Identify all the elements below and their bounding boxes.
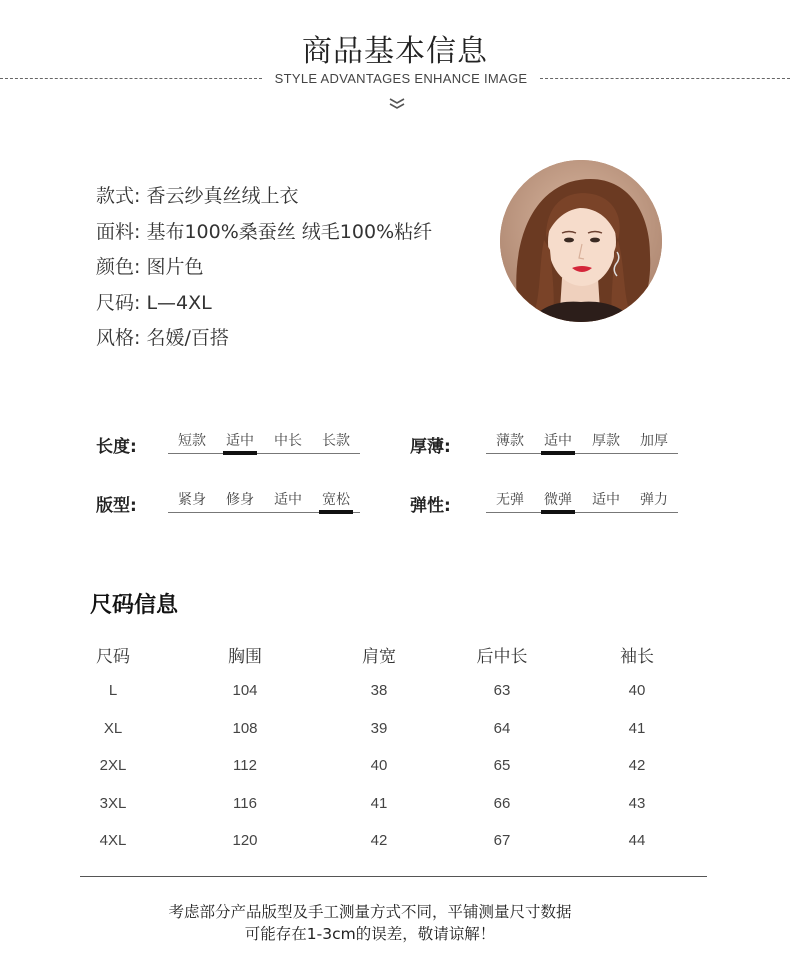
product-info-list bbox=[96, 181, 432, 359]
table-header-cell: 肩宽 bbox=[362, 647, 396, 667]
table-cell: 67 bbox=[493, 832, 511, 849]
attr-option: 厚款 bbox=[592, 433, 620, 449]
subtitle-divider-right bbox=[540, 78, 790, 79]
table-header-cell: 尺码 bbox=[96, 647, 130, 667]
attr-option: 短款 bbox=[178, 433, 206, 449]
info-key: 颜色: bbox=[96, 256, 141, 278]
attr-option: 适中 bbox=[544, 433, 572, 449]
attr-scale-thickness bbox=[486, 430, 678, 454]
attr-label-fit: 版型: bbox=[96, 496, 137, 516]
table-cell: 43 bbox=[628, 795, 646, 812]
table-cell: 44 bbox=[628, 832, 646, 849]
info-row-size bbox=[96, 288, 432, 324]
table-cell: 4XL bbox=[99, 832, 127, 849]
table-cell: 3XL bbox=[99, 795, 127, 812]
measurement-note-line1: 考虑部分产品版型及手工测量方式不同，平铺测量尺寸数据 bbox=[168, 903, 572, 921]
table-cell: XL bbox=[103, 720, 123, 737]
subtitle-divider-left bbox=[0, 78, 262, 79]
info-key: 风格: bbox=[96, 327, 141, 349]
info-row-fabric bbox=[96, 217, 432, 253]
attr-option: 加厚 bbox=[640, 433, 668, 449]
info-value: 名媛/百搭 bbox=[146, 327, 229, 349]
table-header-cell: 袖长 bbox=[620, 647, 654, 667]
table-cell: 65 bbox=[493, 757, 511, 774]
page-title: 商品基本信息 bbox=[302, 34, 488, 69]
attr-option: 弹力 bbox=[640, 492, 668, 508]
info-value: 图片色 bbox=[146, 256, 204, 278]
attr-option: 紧身 bbox=[178, 492, 206, 508]
table-cell: 112 bbox=[233, 757, 257, 774]
attr-option: 无弹 bbox=[496, 492, 524, 508]
table-cell: 41 bbox=[628, 720, 646, 737]
table-cell: 2XL bbox=[99, 757, 127, 774]
model-portrait bbox=[500, 160, 662, 322]
attr-option: 修身 bbox=[226, 492, 254, 508]
table-header-cell: 后中长 bbox=[476, 647, 528, 667]
table-cell: 40 bbox=[370, 757, 388, 774]
attr-scale-length bbox=[168, 430, 360, 454]
double-chevron-down-icon bbox=[388, 97, 406, 111]
info-row-style bbox=[96, 181, 432, 217]
attr-scale-fit bbox=[168, 489, 360, 513]
info-value: L—4XL bbox=[146, 291, 212, 314]
attr-option: 适中 bbox=[592, 492, 620, 508]
attr-selected-marker bbox=[541, 451, 575, 455]
attr-option: 适中 bbox=[226, 433, 254, 449]
table-cell: 63 bbox=[493, 682, 511, 699]
attr-selected-marker bbox=[223, 451, 257, 455]
table-cell: 40 bbox=[628, 682, 646, 699]
table-cell: 64 bbox=[493, 720, 511, 737]
table-cell: 66 bbox=[493, 795, 511, 812]
table-cell: 38 bbox=[370, 682, 388, 699]
info-row-color bbox=[96, 252, 432, 288]
info-row-style-tag bbox=[96, 323, 432, 359]
table-cell: 104 bbox=[232, 682, 258, 699]
attr-label-thickness: 厚薄: bbox=[410, 437, 451, 457]
attr-label-length: 长度: bbox=[96, 437, 137, 457]
table-cell: L bbox=[108, 682, 118, 699]
attr-option: 薄款 bbox=[496, 433, 524, 449]
info-key: 款式: bbox=[96, 185, 141, 207]
attr-option: 宽松 bbox=[322, 492, 350, 508]
portrait-illustration bbox=[500, 160, 662, 322]
table-cell: 42 bbox=[370, 832, 388, 849]
table-cell: 39 bbox=[370, 720, 388, 737]
attr-option: 长款 bbox=[322, 433, 350, 449]
attr-scale-elasticity bbox=[486, 489, 678, 513]
info-key: 面料: bbox=[96, 220, 141, 243]
attr-selected-marker bbox=[541, 510, 575, 514]
attr-selected-marker bbox=[319, 510, 353, 514]
attr-option: 适中 bbox=[274, 492, 302, 508]
table-cell: 116 bbox=[233, 795, 257, 812]
info-value: 香云纱真丝绒上衣 bbox=[146, 185, 299, 207]
info-value: 基布100%桑蚕丝 绒毛100%粘纤 bbox=[146, 220, 433, 243]
table-header-cell: 胸围 bbox=[228, 647, 262, 667]
table-cell: 120 bbox=[232, 832, 258, 849]
page-subtitle: STYLE ADVANTAGES ENHANCE IMAGE bbox=[274, 71, 528, 86]
info-key: 尺码: bbox=[96, 291, 141, 314]
table-cell: 42 bbox=[628, 757, 646, 774]
size-table-title: 尺码信息 bbox=[90, 593, 179, 618]
table-cell: 108 bbox=[232, 720, 258, 737]
divider bbox=[80, 876, 707, 877]
measurement-note-line2: 可能存在1-3cm的误差，敬请谅解！ bbox=[244, 925, 496, 943]
attr-option: 微弹 bbox=[544, 492, 572, 508]
attr-option: 中长 bbox=[274, 433, 302, 449]
attr-label-elasticity: 弹性: bbox=[410, 496, 451, 516]
table-cell: 41 bbox=[370, 795, 388, 812]
